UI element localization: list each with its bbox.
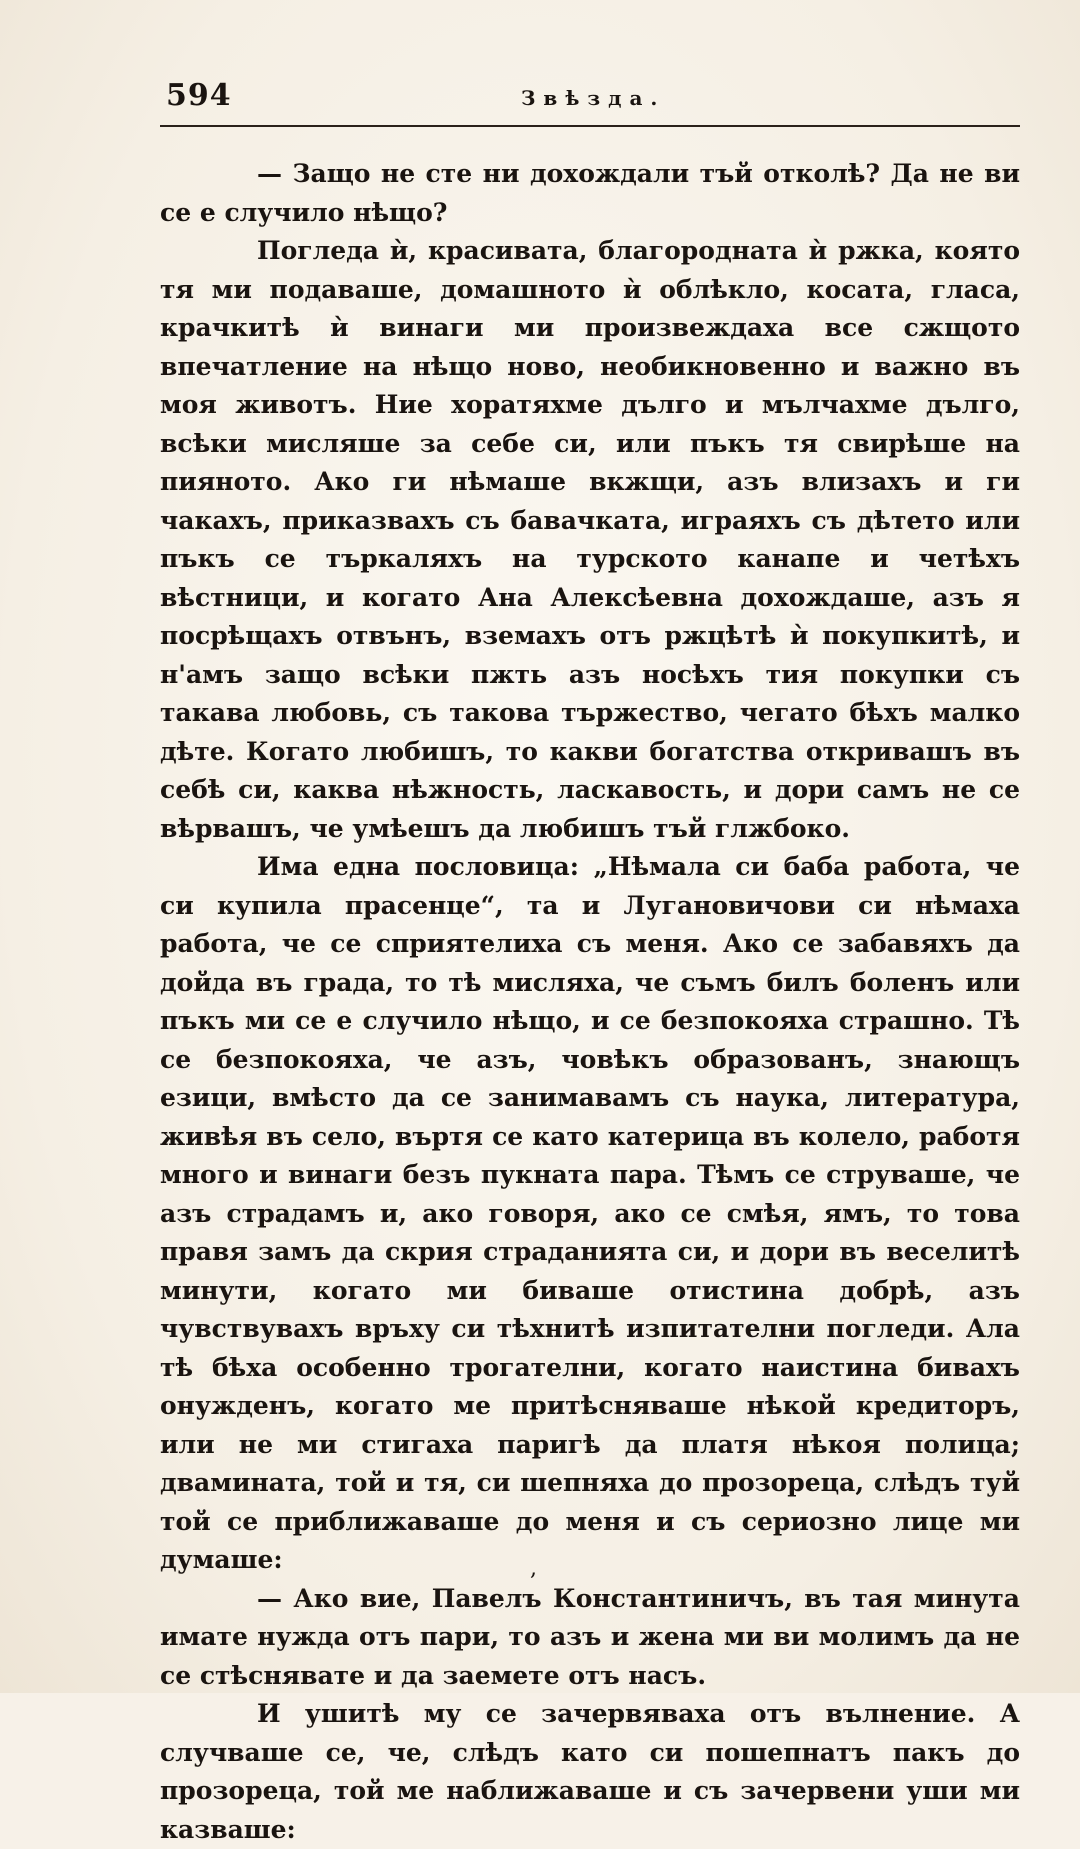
paragraph: — Ако вие, Павелъ Константиничъ, въ тая минута имате нужда отъ пари, то азъ и жена ми ви молимъ да не се стѣснявате и да заемете отъ насъ. xyxy=(160,1583,1020,1690)
paragraph: Погледа ѝ, красивата, благородната ѝ ржка, която тя ми подаваше, домашното ѝ облѣкло, косата, гласа, крачкитѣ ѝ винаги ми произвеждаха все сжщото впечатление на нѣщо ново, необикновенно и важно въ моя животъ. Ние хоратяхме дълго и мълчахме дълго, всѣки мисляше за себе си, или пъкъ тя свирѣше на пияното. Ако ги нѣмаше вкжщи, азъ влизахъ и ги чакахъ, приказвахъ съ бавачката, играяхъ съ дѣтето или пъкъ се търкаляхъ на турското канапе и четѣхъ вѣстници, и когато Ана Алексѣевна дохождаше, азъ я посрѣщахъ отвънъ, вземахъ отъ ржцѣтѣ ѝ покупкитѣ, и н'амъ защо всѣки пжть азъ носѣхъ тия покупки съ такава любовь, съ такова тържество, чегато бѣхъ малко дѣте. Когато любишъ, то какви богатства откривашъ въ себѣ си, каква нѣжность, ласкавость, и дори самъ не се вѣрвашъ, че умѣешъ да любишъ тъй глжбоко. xyxy=(160,236,1020,843)
page-number: 594 xyxy=(166,78,232,113)
running-title: Звѣзда. xyxy=(521,86,666,110)
body-text xyxy=(160,155,1020,1849)
paragraph: — Защо не сте ни дохождали тъй отколѣ? Да не ви се е случило нѣщо? xyxy=(160,159,1020,227)
header-rule xyxy=(160,125,1020,127)
stray-mark: , xyxy=(530,1556,537,1581)
paragraph: Има една пословица: „Нѣмала си баба работа, че си купила прасенце“, та и Лугановичови си нѣмаха работа, че се сприятелиха съ меня. Ако се забавяхъ да дойда въ града, то тѣ мисляха, че съмъ билъ боленъ или пъкъ ми се е случило нѣщо, и се безпокояха страшно. Тѣ се безпокояха, че азъ, човѣкъ образованъ, знающъ езици, вмѣсто да се занимавамъ съ наука, литература, живѣя въ село, въртя се като катерица въ колело, работя много и винаги безъ пукната пара. Тѣмъ се струваше, че азъ страдамъ и, ако говоря, ако се смѣя, ямъ, то това правя замъ да скрия страданията си, и дори въ веселитѣ минути, когато ми биваше отистина добрѣ, азъ чувствувахъ връху си тѣхнитѣ изпитателни погледи. Ала тѣ бѣха особенно трогателни, когато наистина бивахъ онужденъ, когато ме притѣсняваше нѣкой кредиторъ, или не ми стигаха паригѣ да платя нѣкоя полица; двамината, той и тя, си шепняха до прозореца, слѣдъ туй той се приближаваше до меня и съ сериозно лице ми думаше: xyxy=(160,852,1020,1574)
paragraph: И ушитѣ му се зачервяваха отъ вълнение. А случваше се, че, слѣдъ като си пошепнатъ пакъ до прозореца, той ме наближаваше и съ зачервени уши ми казваше: xyxy=(160,1699,1020,1844)
page-header xyxy=(166,78,1019,120)
